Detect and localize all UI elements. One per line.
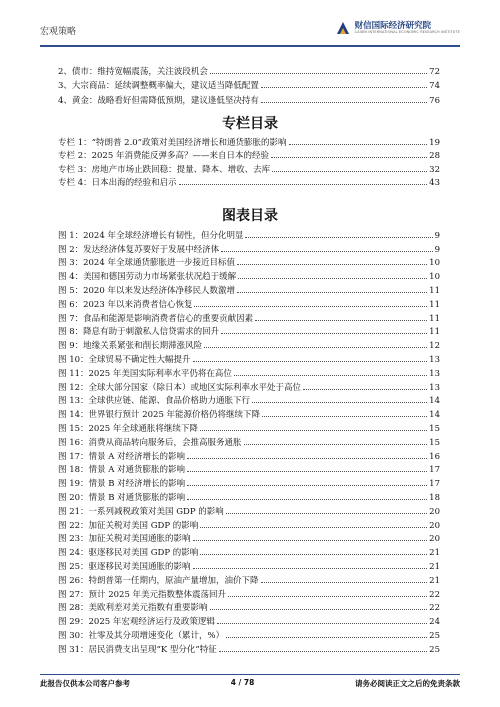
figure-entry[interactable] xyxy=(58,282,440,296)
page-number: 4 / 78 xyxy=(230,678,255,687)
special-column-entry[interactable] xyxy=(58,148,440,162)
figure-entry[interactable] xyxy=(58,393,440,407)
figure-entry-label: 图 18：情景 A 对通货膨胀的影响 xyxy=(58,465,186,476)
figure-entry-page: 20 xyxy=(429,520,440,531)
figure-entry-page: 21 xyxy=(429,548,440,559)
dot-leader xyxy=(237,292,427,293)
header-divider xyxy=(40,45,460,47)
figure-entry-label: 图 25：驱逐移民对美国通胀的影响 xyxy=(58,561,191,572)
special-column-entry-label: 专栏 3：房地产市场止跌回稳：提量、降本、增收、去库 xyxy=(58,164,271,175)
dot-leader xyxy=(187,485,427,486)
figure-entry-label: 图 23：加征关税对美国通胀的影响 xyxy=(58,534,191,545)
figure-entry-label: 图 1：2024 年全球经济增长有韧性，但分化明显 xyxy=(58,230,244,241)
dot-leader xyxy=(228,596,427,597)
figure-entry-page: 21 xyxy=(429,561,440,572)
toc-chapter-list xyxy=(58,62,440,106)
figure-entry-page: 20 xyxy=(429,534,440,545)
page-footer xyxy=(40,674,460,694)
dot-leader xyxy=(187,499,427,500)
figure-entry[interactable] xyxy=(58,544,440,558)
dot-leader xyxy=(226,637,427,638)
figure-entry[interactable] xyxy=(58,586,440,600)
toc-entry[interactable] xyxy=(58,77,440,92)
dot-leader xyxy=(193,540,428,541)
special-column-list xyxy=(58,134,440,188)
figure-entry[interactable] xyxy=(58,296,440,310)
figure-entry-page: 13 xyxy=(429,354,440,365)
figure-entry[interactable] xyxy=(58,531,440,545)
figure-entry-page: 25 xyxy=(429,644,440,655)
figure-entry[interactable] xyxy=(58,406,440,420)
special-column-entry[interactable] xyxy=(58,175,440,189)
figure-entry[interactable] xyxy=(58,379,440,393)
toc-entry-page: 72 xyxy=(429,66,440,77)
figure-entry-label: 图 24：驱逐移民对美国 GDP 的影响 xyxy=(58,548,199,559)
dot-leader xyxy=(193,361,428,362)
figure-entry-page: 11 xyxy=(429,285,440,296)
special-column-heading: 专栏目录 xyxy=(222,116,278,132)
footer-disclaimer-right: 请务必阅读正文之后的免责条款 xyxy=(355,679,460,688)
toc-entry-page: 74 xyxy=(429,81,440,91)
figure-entry-page: 15 xyxy=(429,437,440,448)
dot-leader xyxy=(261,87,427,88)
logo-name-cn: 财信国际经济研究院 xyxy=(354,21,432,31)
figure-entry[interactable] xyxy=(58,365,440,379)
dot-leader xyxy=(200,554,427,555)
figure-entry-label: 图 31：居民消费支出呈现“K 型分化”特征 xyxy=(58,644,217,655)
figure-entry-label: 图 20：情景 B 对通货膨胀的影响 xyxy=(58,492,186,503)
figure-entry-label: 图 10：全球贸易不确定性大幅提升 xyxy=(58,354,191,365)
figure-entry[interactable] xyxy=(58,627,440,641)
company-logo xyxy=(335,20,460,36)
dot-leader xyxy=(271,157,427,158)
figure-entry-page: 10 xyxy=(429,258,440,269)
dot-leader xyxy=(261,582,428,583)
figure-entry[interactable] xyxy=(58,600,440,614)
dot-leader xyxy=(194,306,427,307)
figure-entry-label: 图 29：2025 年宏观经济运行及政策逻辑 xyxy=(58,617,215,628)
dot-leader xyxy=(226,513,427,514)
figure-entry[interactable] xyxy=(58,572,440,586)
dot-leader xyxy=(210,609,428,610)
figure-entry-page: 14 xyxy=(429,410,440,421)
dot-leader xyxy=(252,402,427,403)
figure-entry-page: 13 xyxy=(429,382,440,393)
dot-leader xyxy=(217,623,427,624)
figure-entry-label: 图 9：地缘关系紧张和削长期滞涨风险 xyxy=(58,341,203,352)
figure-entry[interactable] xyxy=(58,434,440,448)
dot-leader xyxy=(221,333,427,334)
figure-entry-label: 图 16：消费从商品转向服务后，会推高服务通胀 xyxy=(58,437,242,448)
figure-entry[interactable] xyxy=(58,310,440,324)
figure-entry-page: 11 xyxy=(429,299,440,310)
section-title: 宏观策略 xyxy=(40,27,77,37)
special-column-entry-label: 专栏 2：2025 年消费能反弹多高？——来自日本的经验 xyxy=(58,151,269,161)
toc-entry-label: 4、黄金：战略看好但需降低预期，建议逢低坚决持有 xyxy=(58,95,259,106)
figure-entry-page: 24 xyxy=(429,617,440,628)
figure-entry-page: 22 xyxy=(429,603,440,614)
figure-entry-label: 图 14：世界银行预计 2025 年能源价格仍将继续下降 xyxy=(58,410,261,421)
dot-leader xyxy=(193,568,428,569)
figure-entry-label: 图 30：社零及其分项增速变化（累计，%） xyxy=(58,630,225,641)
special-column-entry-page: 43 xyxy=(429,178,440,188)
figure-entry-page: 22 xyxy=(429,589,440,600)
figure-entry-label: 图 11：2025 年美国实际利率水平仍将在高位 xyxy=(58,368,232,379)
figure-entry[interactable] xyxy=(58,489,440,503)
figure-entry-page: 20 xyxy=(429,506,440,517)
figure-entry[interactable] xyxy=(58,241,440,255)
dot-leader xyxy=(179,184,428,185)
special-column-entry-page: 28 xyxy=(429,151,440,161)
figure-entry[interactable] xyxy=(58,324,440,338)
figure-entry[interactable] xyxy=(58,448,440,462)
dot-leader xyxy=(221,251,432,252)
special-column-entry[interactable] xyxy=(58,161,440,175)
toc-entry[interactable] xyxy=(58,62,440,77)
dot-leader xyxy=(187,458,427,459)
figure-entry[interactable] xyxy=(58,351,440,365)
dot-leader xyxy=(200,430,427,431)
figure-entry-label: 图 21：一系列减税政策对美国 GDP 的影响 xyxy=(58,506,224,517)
dot-leader xyxy=(210,73,427,74)
figure-entry-page: 11 xyxy=(429,313,440,324)
figure-entry-page: 9 xyxy=(434,244,440,255)
figure-entry[interactable] xyxy=(58,227,440,241)
figure-entry-label: 图 28：美欧利差对美元指数有重要影响 xyxy=(58,603,208,614)
special-column-entry-page: 19 xyxy=(429,137,440,148)
dot-leader xyxy=(204,347,427,348)
figure-entry-page: 16 xyxy=(429,451,440,462)
dot-leader xyxy=(187,471,427,472)
figure-entry-page: 13 xyxy=(429,368,440,379)
figure-entry-label: 图 27：预计 2025 年美元指数整体震荡回升 xyxy=(58,589,227,600)
figure-entry-page: 25 xyxy=(429,630,440,641)
figure-entry-page: 21 xyxy=(429,575,440,586)
figure-entry-page: 14 xyxy=(429,396,440,407)
figure-entry[interactable] xyxy=(58,475,440,489)
figure-entry-page: 17 xyxy=(429,479,440,490)
figure-entry-label: 图 22：加征关税对美国 GDP 的影响 xyxy=(58,520,199,531)
dot-leader xyxy=(303,389,427,390)
figure-entry-label: 图 7：食品和能源是影响消费者信心的重要贡献因素 xyxy=(58,313,254,324)
figure-entry-label: 图 26：特朗普第一任期内，原油产量增加，油价下降 xyxy=(58,575,259,586)
logo-icon xyxy=(335,20,351,36)
figure-entry-label: 图 15：2025 年全球通胀将继续下降 xyxy=(58,423,198,434)
figure-entry[interactable] xyxy=(58,517,440,531)
dot-leader xyxy=(244,444,428,445)
dot-leader xyxy=(255,320,427,321)
figure-entry-label: 图 6：2023 年以来消费者信心恢复 xyxy=(58,299,193,310)
figure-entry-label: 图 13：全球供应链、能源、食品价格助力通胀下行 xyxy=(58,396,251,407)
dot-leader xyxy=(261,102,427,103)
figure-entry-label: 图 5：2020 年以来发达经济体净移民人数激增 xyxy=(58,285,235,296)
figure-entry[interactable] xyxy=(58,558,440,572)
toc-entry-page: 76 xyxy=(429,95,440,106)
dot-leader xyxy=(234,375,427,376)
figure-entry[interactable] xyxy=(58,613,440,627)
figure-list-heading: 图表目录 xyxy=(222,208,278,224)
dot-leader xyxy=(237,264,427,265)
figure-entry-page: 12 xyxy=(429,341,440,352)
figure-entry-label: 图 4：美国和德国劳动力市场紧张状况趋于缓解 xyxy=(58,272,237,283)
dot-leader xyxy=(200,527,427,528)
dot-leader xyxy=(262,416,427,417)
figure-entry-page: 10 xyxy=(429,272,440,283)
figure-entry[interactable] xyxy=(58,337,440,351)
figure-entry-label: 图 12：全球大部分国家（除日本）或地区实际利率水平处于高位 xyxy=(58,382,302,393)
toc-entry[interactable] xyxy=(58,91,440,106)
figure-entry[interactable] xyxy=(58,462,440,476)
figure-entry[interactable] xyxy=(58,255,440,269)
figure-entry-label: 图 3：2024 年全球通货膨胀进一步接近目标值 xyxy=(58,258,235,269)
dot-leader xyxy=(219,651,427,652)
page-header xyxy=(0,0,500,50)
figure-entry[interactable] xyxy=(58,420,440,434)
figure-entry-label: 图 8：降息有助于刺激私人信贷需求的回升 xyxy=(58,327,220,338)
footer-disclaimer-left: 此报告仅供本公司客户参考 xyxy=(40,679,130,688)
figure-entry-label: 图 17：情景 A 对经济增长的影响 xyxy=(58,451,186,462)
figure-entry-page: 11 xyxy=(429,327,440,338)
figure-entry-page: 9 xyxy=(434,230,440,241)
special-column-entry[interactable] xyxy=(58,134,440,148)
figure-entry-page: 17 xyxy=(429,465,440,476)
toc-entry-label: 3、大宗商品：延续调整概率偏大，建议适当降低配置 xyxy=(58,81,259,91)
special-column-entry-label: 专栏 4：日本出海的经验和启示 xyxy=(58,178,177,188)
figure-entry-label: 图 2：发达经济体复苏要好于发展中经济体 xyxy=(58,244,220,255)
special-column-entry-label: 专栏 1：“特朗普 2.0”政策对美国经济增长和通货膨胀的影响 xyxy=(58,137,287,148)
figure-list xyxy=(58,227,440,655)
figure-entry-label: 图 19：情景 B 对经济增长的影响 xyxy=(58,479,186,490)
dot-leader xyxy=(245,237,432,238)
figure-entry[interactable] xyxy=(58,503,440,517)
figure-entry[interactable] xyxy=(58,641,440,655)
toc-entry-label: 2、债市：维持宽幅震荡，关注波段机会 xyxy=(58,66,208,77)
dot-leader xyxy=(238,278,427,279)
figure-entry-page: 15 xyxy=(429,423,440,434)
figure-entry-page: 18 xyxy=(429,492,440,503)
dot-leader xyxy=(289,144,428,145)
special-column-entry-page: 32 xyxy=(429,164,440,175)
dot-leader xyxy=(272,171,427,172)
figure-entry[interactable] xyxy=(58,268,440,282)
logo-name-en: CAIXIN INTERNATIONAL ECONOMIC RESEARCH INSTITUTE xyxy=(354,29,460,34)
